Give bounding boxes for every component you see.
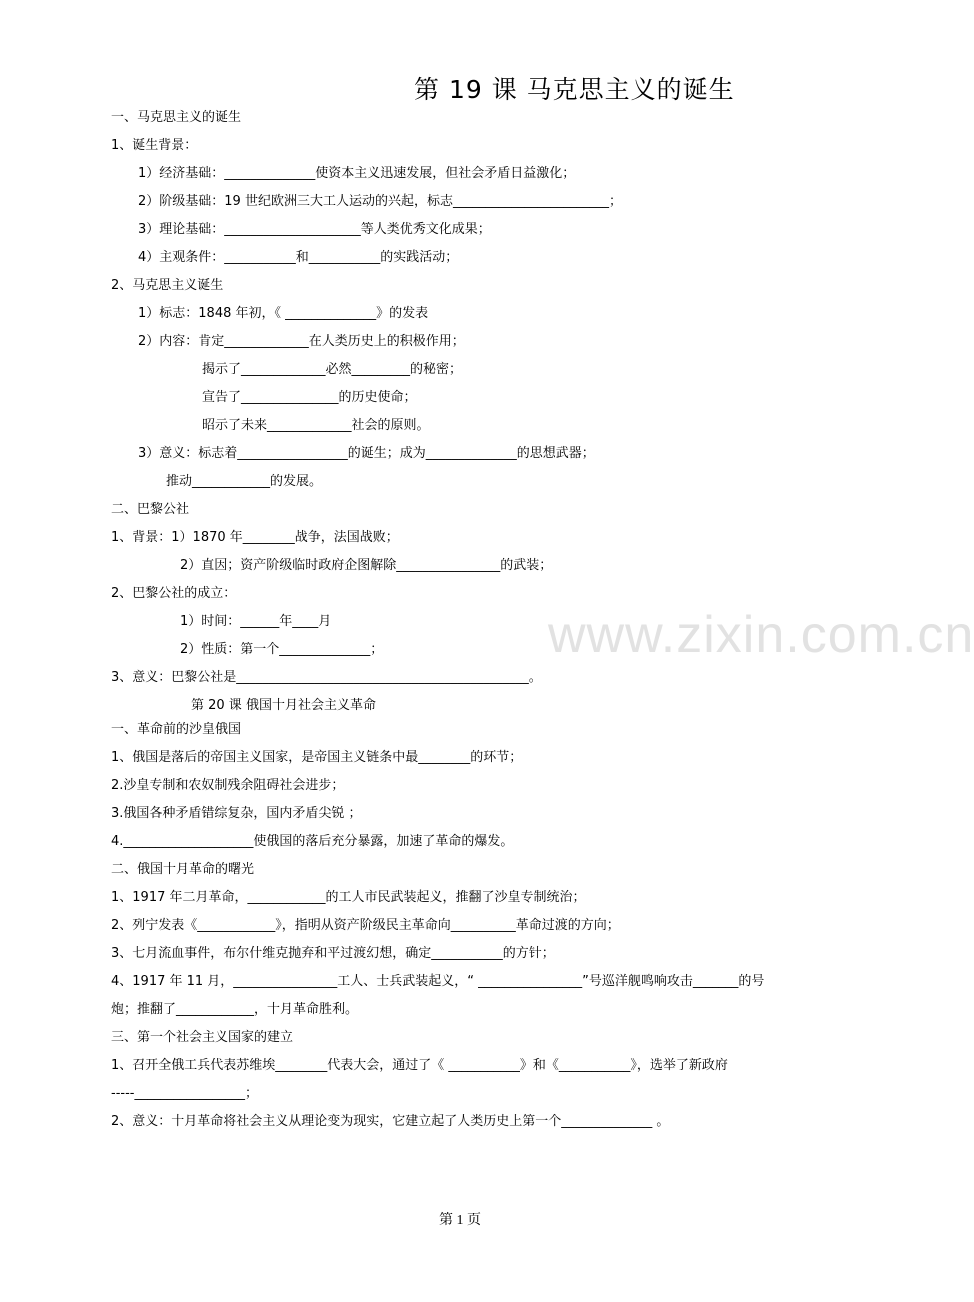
worksheet-line: 1、1917 年二月革命，____________的工人市民武装起义，推翻了沙皇专制统治； (111, 890, 586, 905)
worksheet-line: 1）经济基础：______________使资本主义迅速发展，但社会矛盾日益激化； (138, 166, 576, 181)
worksheet-line: 2、意义：十月革命将社会主义从理论变为现实，它建立起了人类历史上第一个______________ 。 (111, 1114, 670, 1129)
worksheet-line: 2）阶级基础：19 世纪欧洲三大工人运动的兴起，标志________________________； (138, 194, 622, 209)
worksheet-line: 3）意义：标志着_________________的诞生；成为______________的思想武器； (138, 446, 595, 461)
worksheet-line: 2）直因；资产阶级临时政府企图解除________________的武装； (180, 558, 553, 573)
worksheet-line: 1、召开全俄工兵代表苏维埃________代表大会，通过了《 ___________》和《___________》，选举了新政府 (111, 1058, 728, 1073)
worksheet-line: 推动____________的发展。 (166, 474, 323, 489)
worksheet-line: 2）内容：肯定_____________在人类历史上的积极作用； (138, 334, 465, 349)
worksheet-line: 4、1917 年 11 月，________________工人、士兵武装起义，“ ________________”号巡洋舰鸣响攻击_______的号 (111, 974, 765, 989)
worksheet-line: 4）主观条件：___________和___________的实践活动； (138, 250, 459, 265)
worksheet-line: 1）时间：______年____月 (180, 614, 332, 629)
section-heading: 一、马克思主义的诞生 (111, 110, 242, 125)
worksheet-line: 宣告了_______________的历史使命； (202, 390, 417, 405)
watermark: www.zixin.com.cn (548, 606, 974, 664)
worksheet-line: -----_________________； (111, 1086, 258, 1101)
worksheet-line: 1）标志：1848 年初，《 ______________》的发表 (138, 306, 429, 321)
worksheet-line: 2）性质：第一个______________； (180, 642, 384, 657)
section-heading: 一、革命前的沙皇俄国 (111, 722, 242, 737)
worksheet-line: 炮；推翻了____________，十月革命胜利。 (111, 1002, 359, 1017)
worksheet-line: 3、七月流血事件，布尔什维克抛弃和平过渡幻想，确定___________的方针； (111, 946, 555, 961)
lesson-19-title: 第 19 课 马克思主义的诞生 (414, 75, 735, 104)
worksheet-line: 1、俄国是落后的帝国主义国家，是帝国主义链条中最________的环节； (111, 750, 523, 765)
subsection-heading: 2、马克思主义诞生 (111, 278, 224, 293)
lesson-20-title: 第 20 课 俄国十月社会主义革命 (191, 698, 376, 713)
worksheet-line: 3、意义：巴黎公社是_____________________________________________。 (111, 670, 542, 685)
subsection-heading: 2、巴黎公社的成立： (111, 586, 237, 601)
worksheet-line: 3.俄国各种矛盾错综复杂，国内矛盾尖锐 ； (111, 806, 362, 821)
worksheet-line: 2、列宁发表《____________》，指明从资产阶级民主革命向__________革命过渡的方向； (111, 918, 620, 933)
worksheet-line: 4.____________________使俄国的落后充分暴露，加速了革命的爆发。 (111, 834, 514, 849)
worksheet-line: 3）理论基础：_____________________等人类优秀文化成果； (138, 222, 491, 237)
worksheet-line: 昭示了未来_____________社会的原则。 (202, 418, 430, 433)
section-heading: 三、第一个社会主义国家的建立 (111, 1030, 294, 1045)
section-heading: 二、巴黎公社 (111, 502, 190, 517)
section-heading: 二、俄国十月革命的曙光 (111, 862, 255, 877)
worksheet-line: 揭示了_____________必然_________的秘密； (202, 362, 463, 377)
subsection-heading: 1、诞生背景： (111, 138, 198, 153)
worksheet-line: 1、背景：1）1870 年________战争，法国战败； (111, 530, 399, 545)
page-number: 第 1 页 (439, 1213, 481, 1228)
worksheet-line: 2.沙皇专制和农奴制残余阻碍社会进步； (111, 778, 345, 793)
